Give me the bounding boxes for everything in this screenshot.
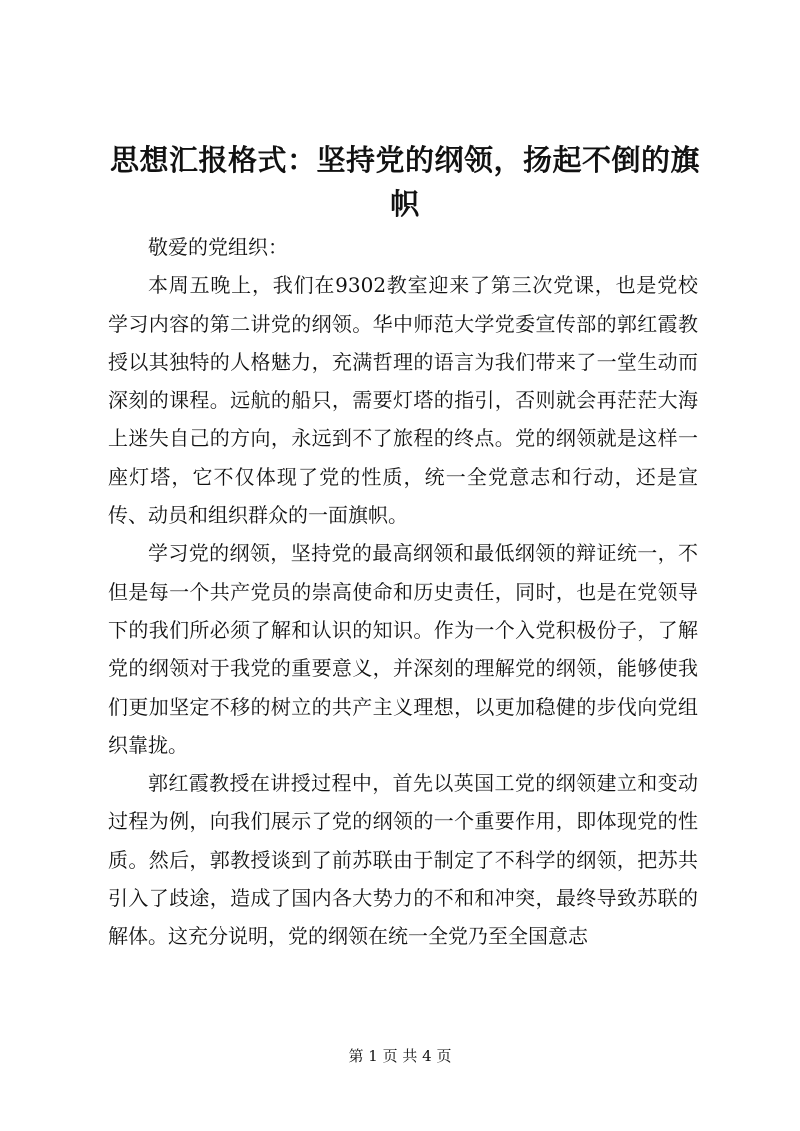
paragraph-1: 本周五晚上，我们在9302教室迎来了第三次党课，也是党校学习内容的第二讲党的纲领。华中师范大学党委宣传部的郭红霞教授以其独特的人格魅力，充满哲理的语言为我们带来了一堂生动而深刻的课程。远航的船只，需要灯塔的指引，否则就会再茫茫大海上迷失自己的方向，永远到不了旅程的终点。党的纲领就是这样一座灯塔，它不仅体现了党的性质，统一全党意志和行动，还是宣传、动员和组织群众的一面旗帜。 (108, 273, 698, 528)
paragraph-3: 郭红霞教授在讲授过程中，首先以英国工党的纲领建立和变动过程为例，向我们展示了党的纲领的一个重要作用，即体现党的性质。然后，郭教授谈到了前苏联由于制定了不科学的纲领，把苏共引入了歧途，造成了国内各大势力的不和和冲突，最终导致苏联的解体。这充分说明，党的纲领在统一全党乃至全国意志 (108, 771, 698, 949)
page-number-footer: 第 1 页 共 4 页 (348, 1047, 452, 1065)
salutation: 敬爱的党组织： (148, 235, 288, 259)
document-title: 思想汇报格式：坚持党的纲领，扬起不倒的旗帜 (109, 143, 700, 221)
document-body (108, 228, 698, 956)
paragraph-2: 学习党的纲领，坚持党的最高纲领和最低纲领的辩证统一，不但是每一个共产党员的崇高使命和历史责任，同时，也是在党领导下的我们所必须了解和认识的知识。作为一个入党积极份子，了解党的纲领对于我党的重要意义，并深刻的理解党的纲领，能够使我们更加坚定不移的树立的共产主义理想，以更加稳健的步伐向党组织靠拢。 (108, 541, 698, 757)
